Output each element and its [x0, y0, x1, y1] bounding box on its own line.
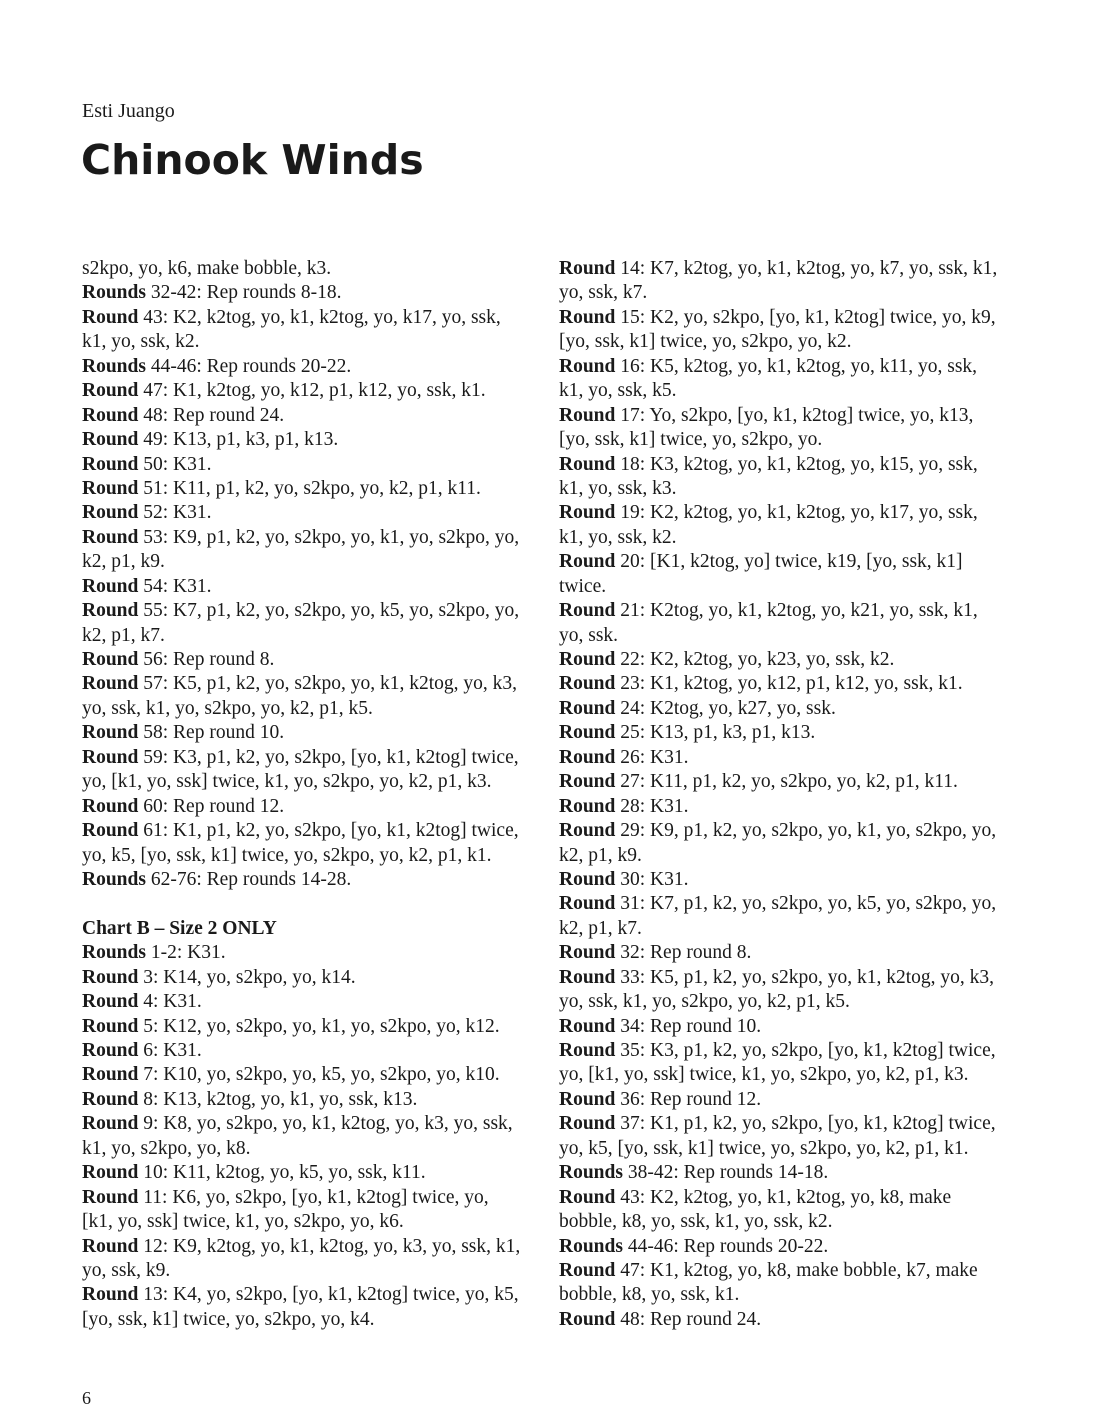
instruction-line	[559, 1137, 1009, 1161]
instruction-text: 47: K1, k2tog, yo, k8, make bobble, k7, make	[615, 1259, 978, 1281]
instruction-text: k2, p1, k9.	[82, 551, 165, 573]
instruction-line	[559, 697, 1009, 721]
instruction-label: Round	[82, 722, 139, 744]
instruction-line	[559, 599, 1009, 623]
instruction-label: Round	[82, 575, 139, 597]
instruction-label: Round	[559, 966, 616, 988]
instruction-text: 17: Yo, s2kpo, [yo, k1, k2tog] twice, yo, k13,	[615, 404, 974, 426]
instruction-text: 9: K8, yo, s2kpo, yo, k1, k2tog, yo, k3, yo, ssk,	[138, 1113, 513, 1135]
instruction-text: 29: K9, p1, k2, yo, s2kpo, yo, k1, yo, s2kpo, yo,	[615, 820, 997, 842]
instruction-line	[559, 624, 1009, 648]
instruction-text: yo, [k1, yo, ssk] twice, k1, yo, s2kpo, yo, k2, p1, k3.	[559, 1064, 969, 1086]
instruction-line	[82, 1015, 532, 1039]
instruction-text: k2, p1, k7.	[82, 624, 165, 646]
instruction-text: 13: K4, yo, s2kpo, [yo, k1, k2tog] twice, yo, k5,	[138, 1284, 519, 1306]
instruction-line	[559, 526, 1009, 550]
instruction-label: Round	[559, 1113, 616, 1135]
instruction-label: Round	[559, 673, 616, 695]
instruction-label: Round	[82, 502, 139, 524]
instruction-line	[82, 1039, 532, 1063]
instruction-text: [yo, ssk, k1] twice, yo, s2kpo, yo.	[559, 429, 823, 451]
instruction-label: Round	[559, 795, 616, 817]
instruction-line	[559, 672, 1009, 696]
instruction-line	[82, 892, 532, 916]
instruction-text: k1, yo, s2kpo, yo, k8.	[82, 1137, 251, 1159]
instruction-line	[559, 648, 1009, 672]
instruction-line	[559, 1186, 1009, 1210]
instruction-line	[559, 404, 1009, 428]
instruction-label: Round	[559, 1308, 616, 1330]
instruction-label: Rounds	[82, 868, 146, 890]
instruction-text: 47: K1, k2tog, yo, k12, p1, k12, yo, ssk, k1.	[138, 380, 486, 402]
instruction-line	[559, 892, 1009, 916]
instruction-text: 16: K5, k2tog, yo, k1, k2tog, yo, k11, yo, ssk,	[615, 355, 978, 377]
instruction-label: Round	[82, 453, 139, 475]
instruction-text: 26: K31.	[615, 746, 689, 768]
instruction-line	[559, 1259, 1009, 1283]
instruction-text: yo, ssk, k1, yo, s2kpo, yo, k2, p1, k5.	[559, 991, 850, 1013]
instruction-line	[559, 1308, 1009, 1332]
instruction-label: Round	[82, 600, 139, 622]
instruction-label: Round	[559, 1088, 616, 1110]
instruction-label: Round	[82, 526, 139, 548]
instruction-label: Rounds	[559, 1162, 623, 1184]
instruction-line	[82, 1063, 532, 1087]
instruction-line	[559, 1088, 1009, 1112]
instruction-line	[82, 990, 532, 1014]
instruction-label: Round	[559, 453, 616, 475]
instruction-line	[82, 1161, 532, 1185]
instruction-text: 32: Rep round 8.	[615, 942, 752, 964]
instruction-label: Round	[559, 404, 616, 426]
instruction-label: Round	[82, 673, 139, 695]
instruction-text: 25: K13, p1, k3, p1, k13.	[615, 722, 816, 744]
instruction-text: 34: Rep round 10.	[615, 1015, 762, 1037]
instruction-line	[82, 281, 532, 305]
instruction-text: 4: K31.	[138, 991, 202, 1013]
instruction-label: Rounds	[82, 282, 146, 304]
instruction-text: 14: K7, k2tog, yo, k1, k2tog, yo, k7, yo, ssk, k1,	[615, 258, 998, 279]
instruction-line	[559, 1039, 1009, 1063]
page-number: 6	[82, 1388, 91, 1408]
instruction-label: Round	[82, 820, 139, 842]
instruction-text: 15: K2, yo, s2kpo, [yo, k1, k2tog] twice, yo, k9,	[615, 306, 996, 328]
instruction-text: 24: K2tog, yo, k27, yo, ssk.	[615, 697, 836, 719]
instruction-label: Round	[559, 649, 616, 670]
instruction-label: Round	[82, 966, 139, 988]
instruction-label: Round	[82, 1040, 139, 1061]
instruction-text: k2, p1, k7.	[559, 917, 642, 939]
instruction-line	[82, 1235, 532, 1259]
instruction-line	[82, 1088, 532, 1112]
instruction-label: Round	[559, 820, 616, 842]
instruction-label: Round	[82, 1064, 139, 1086]
instruction-line	[82, 306, 532, 330]
instruction-text: 50: K31.	[138, 453, 212, 475]
instruction-line	[559, 941, 1009, 965]
instruction-text: bobble, k8, yo, ssk, k1, yo, ssk, k2.	[559, 1211, 833, 1233]
instruction-line	[82, 819, 532, 843]
instruction-line	[82, 428, 532, 452]
instruction-line	[559, 379, 1009, 403]
instruction-line	[82, 917, 532, 941]
instruction-text: yo, ssk, k1, yo, s2kpo, yo, k2, p1, k5.	[82, 697, 373, 719]
instruction-line	[82, 453, 532, 477]
instruction-line	[82, 672, 532, 696]
instruction-label: Round	[82, 795, 139, 817]
instruction-line	[82, 1210, 532, 1234]
instruction-text: k1, yo, ssk, k2.	[559, 526, 677, 548]
instruction-text: 7: K10, yo, s2kpo, yo, k5, yo, s2kpo, yo, k10.	[138, 1064, 500, 1086]
instruction-text: 59: K3, p1, k2, yo, s2kpo, [yo, k1, k2tog] twice,	[138, 746, 519, 768]
instruction-text: yo, k5, [yo, ssk, k1] twice, yo, s2kpo, yo, k2, p1, k1.	[82, 844, 492, 866]
instruction-line	[559, 966, 1009, 990]
instruction-line	[82, 648, 532, 672]
instruction-text: [k1, yo, ssk] twice, k1, yo, s2kpo, yo, k6.	[82, 1211, 404, 1233]
instruction-text: 12: K9, k2tog, yo, k1, k2tog, yo, k3, yo, ssk, k1,	[138, 1235, 521, 1257]
instruction-text: yo, ssk, k7.	[559, 282, 648, 304]
instruction-label: Rounds	[82, 942, 146, 964]
instruction-label: Round	[82, 380, 139, 402]
instruction-line	[559, 281, 1009, 305]
instruction-label: Round	[559, 868, 616, 890]
instruction-line	[82, 721, 532, 745]
instruction-line	[82, 599, 532, 623]
instruction-label: Round	[559, 893, 616, 915]
instruction-text: k1, yo, ssk, k3.	[559, 477, 677, 499]
instruction-line	[82, 330, 532, 354]
instruction-line	[559, 1063, 1009, 1087]
instruction-line	[559, 1283, 1009, 1307]
instruction-line	[559, 844, 1009, 868]
instruction-text: 11: K6, yo, s2kpo, [yo, k1, k2tog] twice, yo,	[138, 1186, 489, 1208]
instruction-text: 23: K1, k2tog, yo, k12, p1, k12, yo, ssk, k1.	[615, 673, 963, 695]
instruction-line	[82, 257, 532, 281]
instruction-text: 36: Rep round 12.	[615, 1088, 762, 1110]
instruction-text: 44-46: Rep rounds 20-22.	[145, 355, 352, 377]
instruction-line	[82, 966, 532, 990]
instruction-line	[82, 404, 532, 428]
instruction-text: [yo, ssk, k1] twice, yo, s2kpo, yo, k2.	[559, 331, 852, 353]
instruction-label: Round	[559, 502, 616, 524]
instruction-text: 10: K11, k2tog, yo, k5, yo, ssk, k11.	[138, 1162, 426, 1184]
instruction-label: Round	[82, 1186, 139, 1208]
instruction-label: Round	[82, 1284, 139, 1306]
instruction-label: Round	[559, 722, 616, 744]
instruction-line	[559, 868, 1009, 892]
instruction-line	[559, 501, 1009, 525]
left-column	[82, 257, 532, 1332]
instruction-text: 48: Rep round 24.	[138, 404, 285, 426]
instruction-text: bobble, k8, yo, ssk, k1.	[559, 1284, 740, 1306]
instruction-text: 54: K31.	[138, 575, 212, 597]
instruction-label: Round	[559, 1259, 616, 1281]
instruction-line	[559, 306, 1009, 330]
instruction-text: 18: K3, k2tog, yo, k1, k2tog, yo, k15, yo, ssk,	[615, 453, 978, 475]
instruction-label: Round	[82, 1088, 139, 1110]
instruction-line	[82, 1186, 532, 1210]
instruction-text: 44-46: Rep rounds 20-22.	[622, 1235, 829, 1257]
instruction-label: Round	[82, 1162, 139, 1184]
instruction-line	[82, 355, 532, 379]
instruction-text: 56: Rep round 8.	[138, 649, 275, 670]
instruction-line	[559, 355, 1009, 379]
instruction-text: 58: Rep round 10.	[138, 722, 285, 744]
instruction-text: 30: K31.	[615, 868, 689, 890]
instruction-label: Round	[559, 258, 616, 279]
instruction-text: 5: K12, yo, s2kpo, yo, k1, yo, s2kpo, yo, k12.	[138, 1015, 500, 1037]
right-column	[559, 257, 1009, 1332]
instruction-text: 21: K2tog, yo, k1, k2tog, yo, k21, yo, ssk, k1,	[615, 600, 978, 622]
instruction-text: 49: K13, p1, k3, p1, k13.	[138, 429, 339, 451]
instruction-line	[559, 770, 1009, 794]
instruction-line	[559, 819, 1009, 843]
instruction-label: Round	[559, 942, 616, 964]
instruction-text: 57: K5, p1, k2, yo, s2kpo, yo, k1, k2tog, yo, k3,	[138, 673, 518, 695]
instruction-line	[559, 721, 1009, 745]
instruction-text: yo, [k1, yo, ssk] twice, k1, yo, s2kpo, yo, k2, p1, k3.	[82, 771, 492, 793]
instruction-label: Round	[559, 551, 616, 573]
instruction-text: 53: K9, p1, k2, yo, s2kpo, yo, k1, yo, s2kpo, yo,	[138, 526, 520, 548]
instruction-text: k1, yo, ssk, k2.	[82, 331, 200, 353]
instruction-label: Round	[82, 746, 139, 768]
instruction-text: [yo, ssk, k1] twice, yo, s2kpo, yo, k4.	[82, 1308, 375, 1330]
instruction-line	[82, 941, 532, 965]
instruction-line	[82, 575, 532, 599]
instruction-label: Round	[82, 1015, 139, 1037]
instruction-text: 33: K5, p1, k2, yo, s2kpo, yo, k1, k2tog, yo, k3,	[615, 966, 995, 988]
instruction-line	[82, 477, 532, 501]
instruction-line	[559, 1210, 1009, 1234]
instruction-text: 38-42: Rep rounds 14-18.	[622, 1162, 829, 1184]
instruction-label: Rounds	[82, 355, 146, 377]
instruction-line	[82, 550, 532, 574]
instruction-line	[82, 795, 532, 819]
instruction-text: 61: K1, p1, k2, yo, s2kpo, [yo, k1, k2tog] twice,	[138, 820, 519, 842]
instruction-text: 32-42: Rep rounds 8-18.	[145, 282, 342, 304]
pattern-title: Chinook Winds	[81, 136, 424, 184]
instruction-label: Round	[559, 771, 616, 793]
instruction-text: 35: K3, p1, k2, yo, s2kpo, [yo, k1, k2tog] twice,	[615, 1040, 996, 1061]
instruction-text: 8: K13, k2tog, yo, k1, yo, ssk, k13.	[138, 1088, 418, 1110]
instruction-text: 60: Rep round 12.	[138, 795, 285, 817]
instruction-line	[559, 453, 1009, 477]
instruction-text: s2kpo, yo, k6, make bobble, k3.	[82, 258, 332, 279]
instruction-text: 51: K11, p1, k2, yo, s2kpo, yo, k2, p1, k11.	[138, 477, 481, 499]
instruction-text: 55: K7, p1, k2, yo, s2kpo, yo, k5, yo, s2kpo, yo,	[138, 600, 520, 622]
instruction-line	[559, 1161, 1009, 1185]
instruction-line	[559, 917, 1009, 941]
instruction-label: Round	[82, 477, 139, 499]
instruction-label: Round	[82, 404, 139, 426]
instruction-label: Round	[559, 600, 616, 622]
instruction-line	[559, 990, 1009, 1014]
instruction-text: 31: K7, p1, k2, yo, s2kpo, yo, k5, yo, s2kpo, yo,	[615, 893, 997, 915]
instruction-text: 27: K11, p1, k2, yo, s2kpo, yo, k2, p1, k11.	[615, 771, 958, 793]
instruction-line	[559, 795, 1009, 819]
instruction-text: twice.	[559, 575, 607, 597]
instruction-label: Round	[559, 1040, 616, 1061]
instruction-label: Round	[82, 1113, 139, 1135]
instruction-line	[82, 770, 532, 794]
instruction-text: 22: K2, k2tog, yo, k23, yo, ssk, k2.	[615, 649, 895, 670]
instruction-label: Round	[559, 746, 616, 768]
instruction-line	[82, 1259, 532, 1283]
instruction-text: 52: K31.	[138, 502, 212, 524]
instruction-label: Round	[559, 306, 616, 328]
instruction-line	[82, 1137, 532, 1161]
instruction-label: Round	[559, 355, 616, 377]
instruction-line	[559, 330, 1009, 354]
instruction-label: Round	[559, 1186, 616, 1208]
instruction-label: Round	[82, 991, 139, 1013]
instruction-text: 43: K2, k2tog, yo, k1, k2tog, yo, k17, yo, ssk,	[138, 306, 501, 328]
instruction-line	[559, 550, 1009, 574]
instruction-line	[559, 428, 1009, 452]
instruction-text: yo, ssk.	[559, 624, 619, 646]
instruction-text: 43: K2, k2tog, yo, k1, k2tog, yo, k8, make	[615, 1186, 952, 1208]
instruction-label: Rounds	[559, 1235, 623, 1257]
instruction-label: Round	[559, 697, 616, 719]
instruction-line	[82, 526, 532, 550]
instruction-text: k1, yo, ssk, k5.	[559, 380, 677, 402]
instruction-label: Round	[82, 306, 139, 328]
instruction-text: yo, k5, [yo, ssk, k1] twice, yo, s2kpo, yo, k2, p1, k1.	[559, 1137, 969, 1159]
instruction-line	[82, 1112, 532, 1136]
instruction-text: yo, ssk, k9.	[82, 1259, 171, 1281]
instruction-text: 28: K31.	[615, 795, 689, 817]
instruction-text: k2, p1, k9.	[559, 844, 642, 866]
instruction-line	[82, 501, 532, 525]
instruction-text: 19: K2, k2tog, yo, k1, k2tog, yo, k17, yo, ssk,	[615, 502, 978, 524]
instruction-line	[82, 746, 532, 770]
instruction-label: Round	[82, 429, 139, 451]
author-name: Esti Juango	[82, 100, 175, 122]
instruction-text: 1-2: K31.	[145, 942, 226, 964]
instruction-line	[559, 1235, 1009, 1259]
instruction-text: 6: K31.	[138, 1040, 202, 1061]
instruction-line	[82, 868, 532, 892]
instruction-line	[559, 1112, 1009, 1136]
instruction-line	[559, 257, 1009, 281]
instruction-text: 37: K1, p1, k2, yo, s2kpo, [yo, k1, k2tog] twice,	[615, 1113, 996, 1135]
instruction-text: 20: [K1, k2tog, yo] twice, k19, [yo, ssk, k1]	[615, 551, 963, 573]
instruction-line	[559, 746, 1009, 770]
instruction-text: 3: K14, yo, s2kpo, yo, k14.	[138, 966, 356, 988]
instruction-label: Round	[559, 1015, 616, 1037]
instruction-label: Round	[82, 649, 139, 670]
instruction-text: 48: Rep round 24.	[615, 1308, 762, 1330]
instruction-line	[82, 379, 532, 403]
instruction-line	[82, 697, 532, 721]
instruction-line	[559, 477, 1009, 501]
instruction-line	[559, 575, 1009, 599]
instruction-line	[82, 1308, 532, 1332]
instruction-text: 62-76: Rep rounds 14-28.	[145, 868, 352, 890]
instruction-label: Round	[82, 1235, 139, 1257]
instruction-line	[559, 1015, 1009, 1039]
instruction-label: Chart B – Size 2 ONLY	[82, 917, 277, 939]
instruction-line	[82, 1283, 532, 1307]
instruction-line	[82, 844, 532, 868]
instruction-line	[82, 624, 532, 648]
